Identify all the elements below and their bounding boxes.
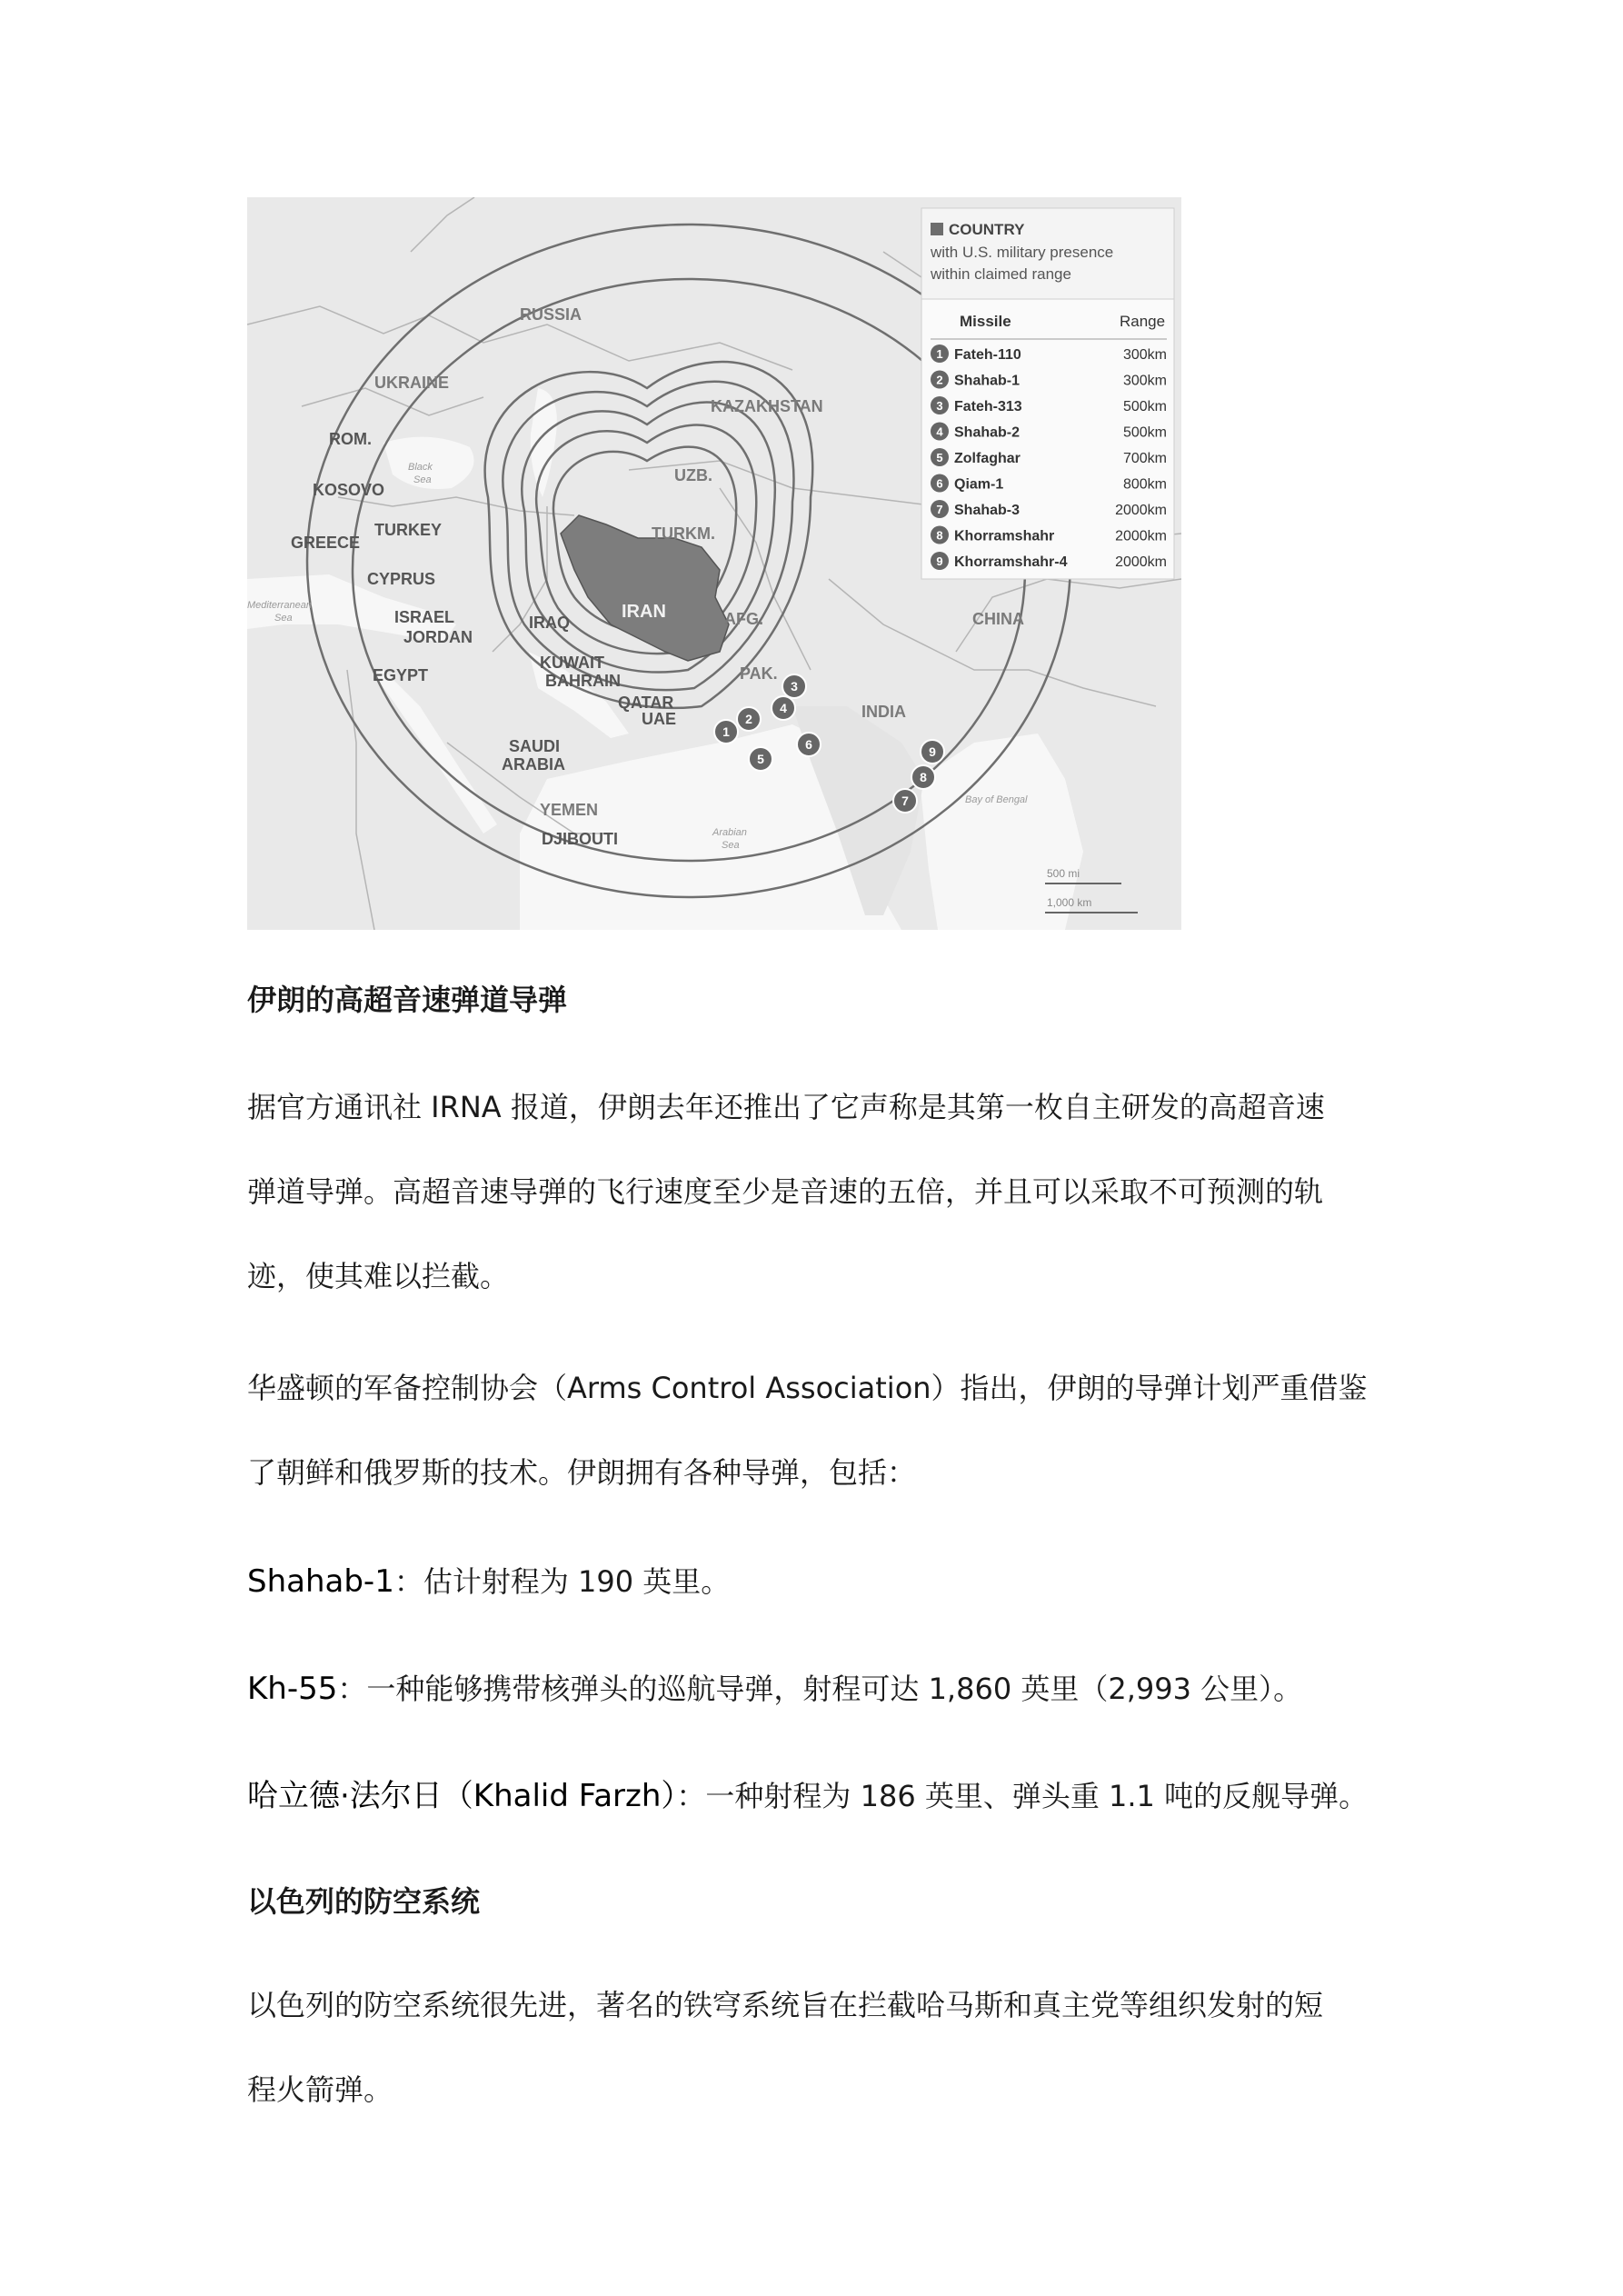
map-marker-number: 6	[805, 737, 812, 752]
label-med-2: Sea	[274, 613, 293, 624]
missile-item-name: Kh-55	[247, 1671, 338, 1707]
legend-missile-name: Khorramshahr	[954, 528, 1055, 544]
label-jordan: JORDAN	[403, 628, 473, 646]
label-arabian-2: Sea	[722, 840, 740, 851]
legend-col-missile: Missile	[960, 313, 1011, 330]
label-russia: RUSSIA	[520, 305, 582, 324]
scale-km: 1,000 km	[1047, 896, 1092, 909]
legend-col-range: Range	[1120, 313, 1166, 330]
label-yemen: YEMEN	[540, 801, 599, 819]
legend-missile-name: Khorramshahr-4	[954, 554, 1068, 570]
label-bahrain: BAHRAIN	[545, 672, 621, 690]
legend-country-desc-1: with U.S. military presence	[931, 244, 1114, 261]
para1-line1: 据官方通讯社 IRNA 报道，伊朗去年还推出了它声称是其第一枚自主研发的高超音速	[247, 1090, 1325, 1124]
map-marker-number: 4	[780, 701, 787, 715]
legend-marker-number: 8	[936, 528, 943, 543]
label-kosovo: KOSOVO	[313, 481, 385, 499]
legend-missile-name: Fateh-110	[954, 347, 1021, 363]
label-china: CHINA	[972, 610, 1024, 628]
missile-item-desc: ：估计射程为 190 英里。	[393, 1564, 731, 1599]
label-rom: ROM.	[329, 430, 372, 448]
legend-missile-range: 700km	[1122, 451, 1167, 466]
legend-missile-name: Qiam-1	[954, 476, 1004, 493]
map-marker-number: 1	[722, 724, 730, 739]
map-marker-number: 3	[791, 679, 798, 694]
label-med-1: Mediterranean	[247, 600, 312, 611]
map-marker-number: 7	[901, 794, 909, 808]
label-saudi-1: SAUDI	[509, 737, 561, 755]
legend-marker-number: 1	[936, 347, 943, 361]
legend-missile-range: 300km	[1122, 347, 1167, 363]
legend-marker-number: 3	[936, 399, 943, 413]
missile-item-khalid-farzh	[247, 1778, 1392, 1814]
legend-box	[921, 208, 1174, 579]
missile-item-name: 哈立德·法尔日（Khalid Farzh）	[247, 1778, 677, 1814]
label-israel: ISRAEL	[394, 608, 455, 626]
legend-marker-number: 5	[936, 451, 943, 464]
legend-missile-range: 500km	[1122, 399, 1167, 414]
legend-country-title: COUNTRY	[949, 221, 1025, 238]
para1-line2: 弹道导弹。高超音速导弹的飞行速度至少是音速的五倍，并且可以采取不可预测的轨	[247, 1174, 1324, 1209]
missile-range-map	[247, 197, 1181, 930]
legend-missile-range: 300km	[1122, 373, 1167, 389]
para1-line3: 迹，使其难以拦截。	[247, 1259, 510, 1293]
map-marker-number: 2	[745, 712, 752, 726]
para2-line2: 了朝鲜和俄罗斯的技术。伊朗拥有各种导弹，包括：	[247, 1455, 917, 1490]
map-marker-number: 8	[920, 770, 927, 784]
legend-missile-name: Fateh-313	[954, 399, 1022, 414]
label-turkm: TURKM.	[652, 524, 715, 543]
label-qatar: QATAR	[618, 694, 674, 712]
legend-missile-range: 2000km	[1115, 528, 1167, 544]
legend-marker-number: 7	[936, 503, 943, 516]
heading-hypersonic: 伊朗的高超音速弹道导弹	[247, 983, 568, 1017]
legend-missile-range: 800km	[1122, 476, 1167, 493]
missile-item-desc: ：一种能够携带核弹头的巡航导弹，射程可达 1,860 英里（2,993 公里）。	[337, 1672, 1303, 1706]
legend-marker-number: 9	[936, 554, 943, 568]
label-kazakhstan: KAZAKHSTAN	[711, 397, 823, 415]
label-djibouti: DJIBOUTI	[542, 830, 619, 848]
legend-missile-range: 2000km	[1115, 554, 1167, 570]
label-uzb: UZB.	[674, 466, 712, 484]
label-greece: GREECE	[291, 534, 361, 552]
label-india: INDIA	[861, 703, 906, 721]
legend-missile-name: Shahab-3	[954, 503, 1021, 518]
legend-marker-number: 6	[936, 476, 943, 491]
heading-israel-air-defense: 以色列的防空系统	[247, 1884, 481, 1919]
missile-item-name: Shahab-1	[247, 1563, 394, 1600]
map-marker-number: 9	[929, 744, 936, 759]
map-marker-number: 5	[757, 752, 764, 766]
para3-line1: 以色列的防空系统很先进，著名的铁穹系统旨在拦截哈马斯和真主党等组织发射的短	[247, 1988, 1324, 2022]
legend-missile-range: 2000km	[1115, 503, 1167, 518]
label-turkey: TURKEY	[374, 521, 443, 539]
label-bay: Bay of Bengal	[965, 794, 1028, 805]
label-black-sea-2: Sea	[413, 474, 432, 485]
missile-item-desc: ：一种射程为 186 英里、弹头重 1.1 吨的反舰导弹。	[676, 1779, 1369, 1813]
label-kuwait: KUWAIT	[540, 654, 604, 672]
label-uae: UAE	[642, 710, 677, 728]
label-saudi-2: ARABIA	[502, 755, 565, 774]
legend-marker-number: 2	[936, 373, 943, 387]
label-cyprus: CYPRUS	[367, 570, 436, 588]
label-iraq: IRAQ	[529, 614, 570, 632]
legend-missile-name: Shahab-1	[954, 373, 1021, 389]
label-ukraine: UKRAINE	[374, 374, 450, 392]
label-afg: AFG.	[724, 610, 763, 628]
label-black-sea-1: Black	[408, 462, 433, 473]
missile-item-kh55	[247, 1671, 1392, 1707]
label-egypt: EGYPT	[373, 666, 429, 684]
scale-mi: 500 mi	[1047, 867, 1080, 880]
label-arabian-1: Arabian	[712, 827, 747, 838]
legend-missile-range: 500km	[1122, 424, 1167, 441]
label-iran: IRAN	[622, 602, 666, 622]
legend-marker-number: 4	[936, 424, 943, 439]
legend-missile-name: Shahab-2	[954, 424, 1021, 441]
label-pak: PAK.	[740, 664, 778, 683]
legend-country-desc-2: within claimed range	[931, 265, 1071, 283]
para2-line1: 华盛顿的军备控制协会（Arms Control Association）指出，伊朗的导弹计划严重借鉴	[247, 1371, 1368, 1405]
legend-missile-name: Zolfaghar	[954, 451, 1021, 466]
para3-line2: 程火箭弹。	[247, 2072, 393, 2107]
missile-item-shahab1	[247, 1563, 1392, 1600]
